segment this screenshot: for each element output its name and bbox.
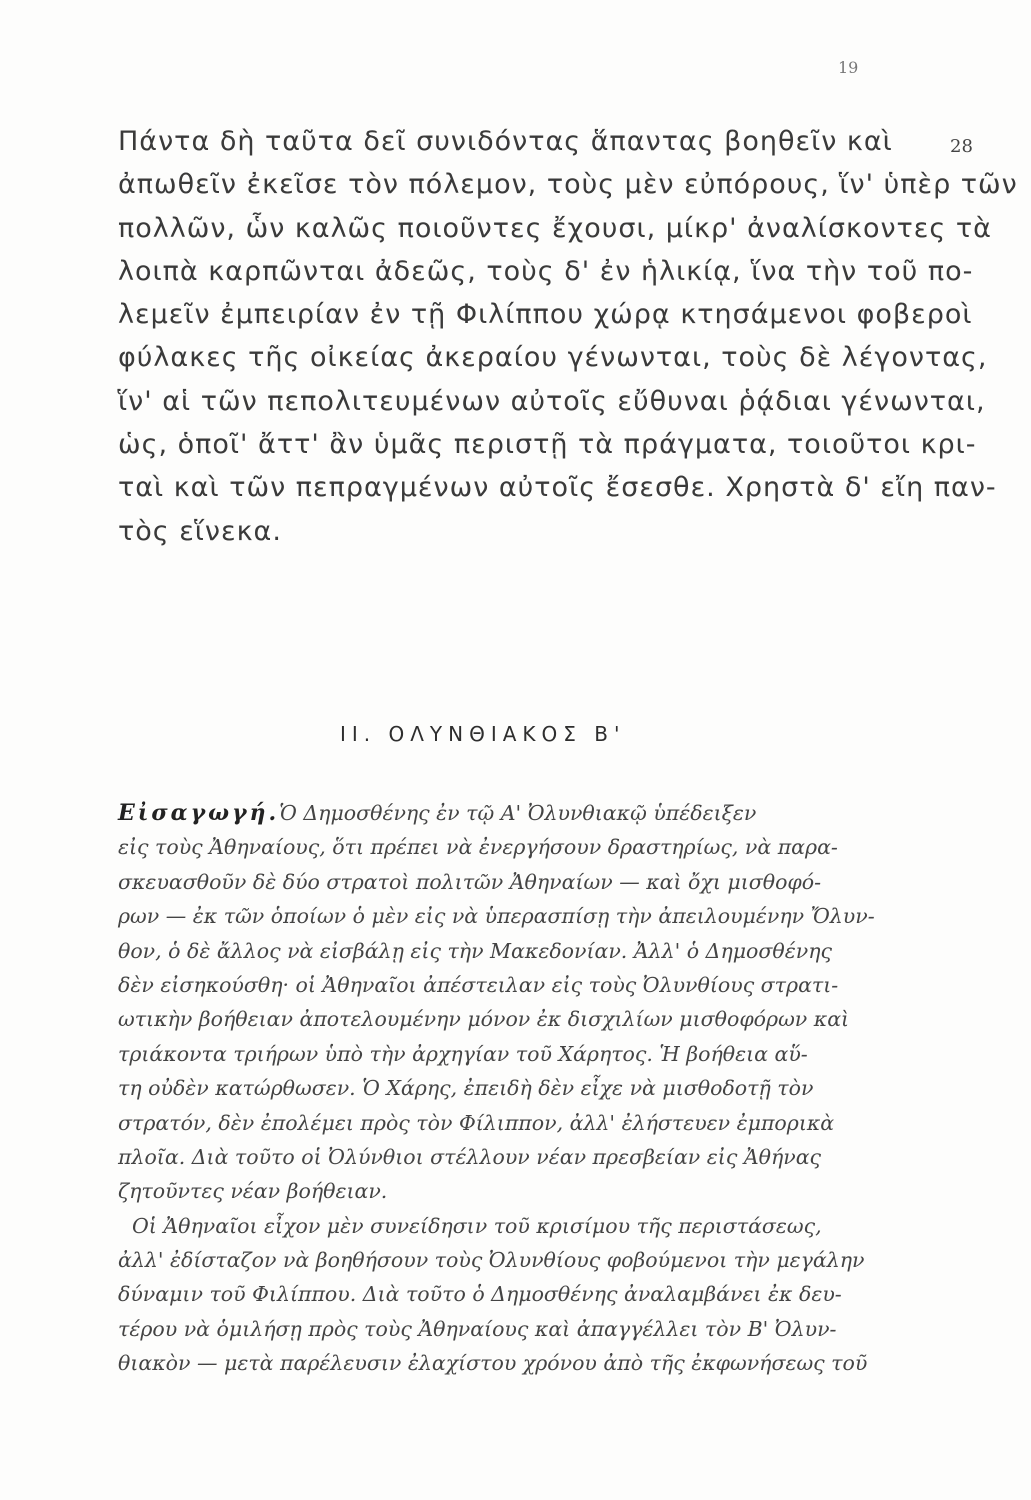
text-line: ἵν' αἱ τῶν πεπολιτευμένων αὐτοῖς εὔθυναι ῥᾴδιαι γένωνται, <box>118 385 986 417</box>
intro-line: δὲν εἰσηκούσθη· οἱ Ἀθηναῖοι ἀπέστειλαν εἰς τοὺς Ὀλυνθίους στρατι- <box>118 972 839 997</box>
text-line: λοιπὰ καρπῶνται ἀδεῶς, τοὺς δ' ἐν ἡλικίᾳ, ἵνα τὴν τοῦ πο- <box>118 255 974 287</box>
intro-line: ωτικὴν βοήθειαν ἀποτελουμένην μόνον ἐκ δισχιλίων μισθοφόρων καὶ <box>118 1007 850 1032</box>
text-line: ὡς, ὁποῖ' ἄττ' ἂν ὑμᾶς περιστῇ τὰ πράγματα, τοιοῦτοι κρι- <box>118 429 977 461</box>
text-line: φύλακες τῆς οἰκείας ἀκεραίου γένωνται, τοὺς δὲ λέγοντας, <box>118 342 988 374</box>
introduction-block <box>118 796 918 1381</box>
intro-line-text: Ὁ Δημοσθένης ἐν τῷ Α' Ὀλυνθιακῷ ὑπέδειξεν <box>279 801 757 825</box>
text-line: τὸς εἵνεκα. <box>118 515 282 547</box>
intro-line: θον, ὁ δὲ ἄλλος νὰ εἰσβάλῃ εἰς τὴν Μακεδονίαν. Ἀλλ' ὁ Δημοσθένης <box>118 938 832 963</box>
section-heading: II. ΟΛΥΝΘΙΑΚΟΣ Β' <box>340 722 626 746</box>
intro-line: δύναμιν τοῦ Φιλίππου. Διὰ τοῦτο ὁ Δημοσθένης ἀναλαμβάνει ἐκ δευ- <box>118 1282 842 1307</box>
intro-label: Εἰσαγωγή. <box>118 800 280 826</box>
intro-line: σκευασθοῦν δὲ δύο στρατοὶ πολιτῶν Ἀθηναίων — καὶ ὄχι μισθοφό- <box>118 869 822 894</box>
intro-line: Οἱ Ἀθηναῖοι εἶχον μὲν συνείδησιν τοῦ κρισίμου τῆς περιστάσεως, <box>132 1213 822 1238</box>
intro-line: ἀλλ' ἐδίσταζον νὰ βοηθήσουν τοὺς Ὀλυνθίους φοβούμενοι τὴν μεγάλην <box>118 1248 865 1273</box>
intro-line: θιακὸν — μετὰ παρέλευσιν ἐλαχίστου χρόνου ἀπὸ τῆς ἐκφωνήσεως τοῦ <box>118 1351 868 1376</box>
text-line: ταὶ καὶ τῶν πεπραγμένων αὐτοῖς ἔσεσθε. Χρηστὰ δ' εἴη παν- <box>118 472 997 504</box>
intro-line: τέρου νὰ ὁμιλήσῃ πρὸς τοὺς Ἀθηναίους καὶ ἀπαγγέλλει τὸν Β' Ὀλυν- <box>118 1316 837 1341</box>
intro-line: ζητοῦντες νέαν βοήθειαν. <box>118 1179 388 1204</box>
intro-line: τριάκοντα τριήρων ὑπὸ τὴν ἀρχηγίαν τοῦ Χάρητος. Ἡ βοήθεια αὕ- <box>118 1041 808 1066</box>
intro-line <box>118 796 918 830</box>
intro-line: στρατόν, δὲν ἐπολέμει πρὸς τὸν Φίλιππον, ἀλλ' ἐλήστευεν ἐμπορικὰ <box>118 1110 835 1135</box>
page-number: 19 <box>838 58 859 77</box>
text-line: ἀπωθεῖν ἐκεῖσε τὸν πόλεμον, τοὺς μὲν εὐπόρους, ἵν' ὑπὲρ τῶν <box>118 169 1018 201</box>
text-line: λεμεῖν ἐμπειρίαν ἐν τῇ Φιλίππου χώρᾳ κτησάμενοι φοβεροὶ <box>118 299 973 331</box>
intro-line: τη οὐδὲν κατώρθωσεν. Ὁ Χάρης, ἐπειδὴ δὲν εἶχε νὰ μισθοδοτῇ τὸν <box>118 1076 814 1101</box>
text-line: πολλῶν, ὧν καλῶς ποιοῦντες ἔχουσι, μίκρ' ἀναλίσκοντες τὰ <box>118 212 992 244</box>
intro-line: εἰς τοὺς Ἀθηναίους, ὅτι πρέπει νὰ ἐνεργήσουν δραστηρίως, νὰ παρα- <box>118 835 838 860</box>
margin-line-number: 28 <box>950 136 973 157</box>
intro-line: ρων — ἐκ τῶν ὁποίων ὁ μὲν εἰς νὰ ὑπερασπίσῃ τὴν ἀπειλουμένην Ὄλυν- <box>118 904 875 929</box>
intro-line: πλοῖα. Διὰ τοῦτο οἱ Ὀλύνθιοι στέλλουν νέαν πρεσβείαν εἰς Ἀθήνας <box>118 1144 822 1169</box>
text-line: Πάντα δὴ ταῦτα δεῖ συνιδόντας ἅπαντας βοηθεῖν καὶ <box>118 126 893 157</box>
